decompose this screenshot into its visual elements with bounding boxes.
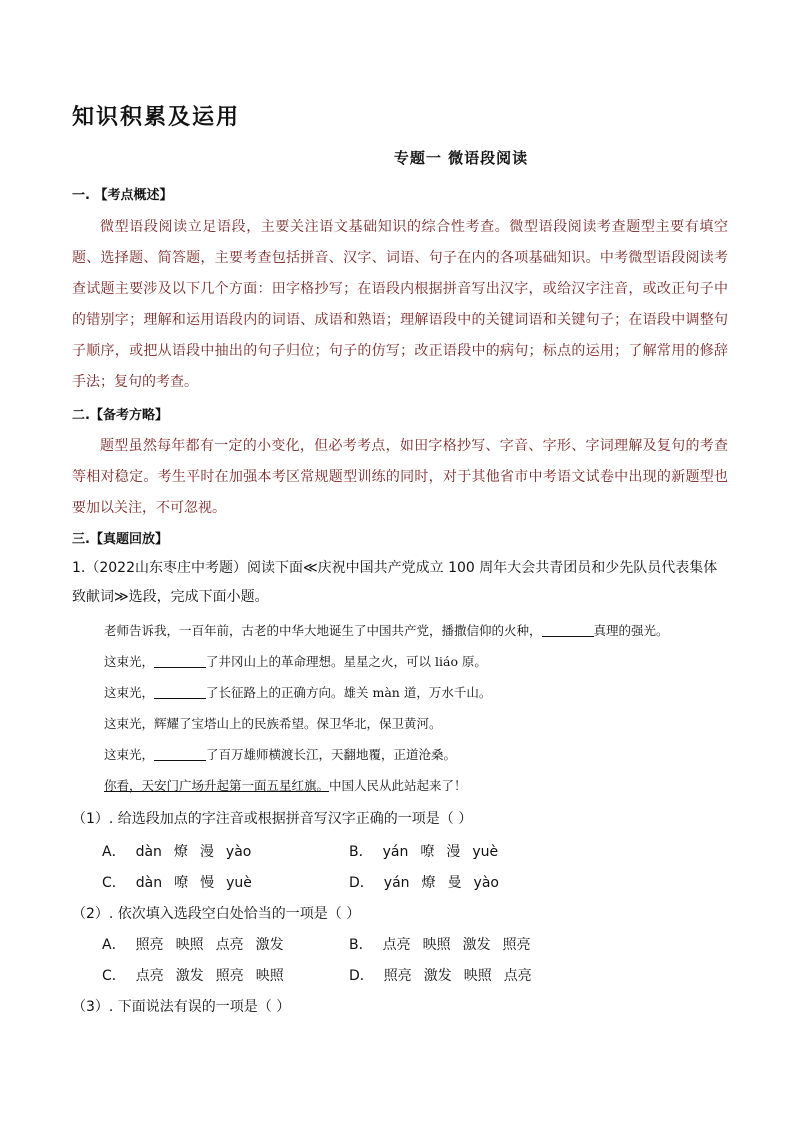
option-item: yào [473, 875, 499, 891]
fill-blank [154, 746, 206, 761]
passage-line-2 [104, 646, 734, 677]
option-label: A． [102, 844, 126, 860]
subquestion-2-stem: （2）. 依次填入选段空白处恰当的一项是（ ） [72, 906, 361, 922]
passage-text: 真理的强光。 [593, 623, 669, 638]
option-item: 曼 [447, 875, 462, 891]
option-item: 漫 [199, 844, 214, 860]
passage-line-1 [104, 615, 734, 646]
option-item: 漫 [446, 844, 461, 860]
option-1a [102, 841, 263, 861]
option-item: yuè [472, 844, 499, 860]
passage-text: 了井冈山上的革命理想。星星之火，可以 liáo 原。 [206, 654, 487, 669]
option-item: dàn [135, 875, 163, 891]
option-item: 映照 [463, 968, 492, 984]
option-item: 照亮 [135, 937, 164, 953]
section-heading-review: 三.【真题回放】 [72, 532, 168, 547]
option-item: yán [383, 875, 410, 891]
section-heading-overview: 一. 【考点概述】 [72, 188, 173, 203]
option-item: 激发 [175, 968, 204, 984]
option-item: 映照 [422, 937, 451, 953]
option-2a [102, 934, 296, 954]
passage-text: 老师告诉我，一百年前，古老的中华大地诞生了中国共产党，播撒信仰的火种， [104, 623, 542, 638]
option-item: 照亮 [215, 968, 244, 984]
passage-text: 中国人民从此站起来了！ [329, 778, 467, 793]
section-heading-strategy: 二.【备考方略】 [72, 408, 168, 423]
option-item: 点亮 [382, 937, 411, 953]
fill-blank [154, 684, 206, 699]
option-item: 点亮 [215, 937, 244, 953]
option-item: 燎 [421, 875, 436, 891]
option-label: D． [349, 968, 374, 984]
option-item: 嘹 [174, 875, 189, 891]
option-item: 激发 [255, 937, 284, 953]
fill-blank [154, 653, 206, 668]
passage-text: 这束光， [104, 685, 155, 700]
underlined-sentence: 你看，天安门广场升起第一面五星红旗。 [104, 778, 330, 793]
option-item: yào [225, 844, 252, 860]
option-label: B． [349, 844, 373, 860]
option-label: B． [349, 937, 373, 953]
option-item: 激发 [462, 937, 491, 953]
option-2d [349, 965, 544, 985]
question-1-stem: 1.（2022山东枣庄中考题）阅读下面≪庆祝中国共产党成立 100 周年大会共青团员和少先队员代表集体致献词≫选段，完成下面小题。 [72, 560, 718, 605]
option-item: dàn [135, 844, 162, 860]
option-label: C． [102, 968, 126, 984]
option-item: 慢 [200, 875, 215, 891]
section-body-overview: 微型语段阅读立足语段，主要关注语文基础知识的综合性考查。微型语段阅读考查题型主要有填空题、选择题、简答题，主要考查包括拼音、汉字、词语、句子在内的各项基础知识。中考微型语段阅读考查试题主要涉及以下几个方面：田字格抄写；在语段内根据拼音写出汉字，或给汉字注音，或改正句子中的错别字；理解和运用语段内的词语、成语和熟语；理解语段中的关键词语和关键句子；在语段中调整句子顺序，或把从语段中抽出的句子归位；句子的仿写；改正语段中的病句；标点的运用；了解常用的修辞手法；复句的考查。 [72, 219, 728, 390]
option-1c [102, 872, 264, 892]
option-label: C． [102, 875, 126, 891]
passage-line-4: 这束光，辉耀了宝塔山上的民族希望。保卫华北，保卫黄河。 [104, 716, 442, 731]
option-item: 激发 [423, 968, 452, 984]
option-1d [349, 872, 511, 892]
option-item: 映照 [175, 937, 204, 953]
option-item: 燎 [173, 844, 188, 860]
main-title: 知识积累及运用 [72, 104, 241, 130]
section-body-strategy: 题型虽然每年都有一定的小变化，但必考考点，如田字格抄写、字音、字形、字词理解及复句的考查等相对稳定。考生平时在加强本考区常规题型训练的同时，对于其他省市中考语文试卷中出现的新题型也要加以关注，不可忽视。 [72, 438, 728, 516]
option-1b [349, 841, 510, 861]
option-item: 嘹 [420, 844, 435, 860]
passage-text: 了百万雄师横渡长江，天翻地覆，正道沧桑。 [206, 747, 457, 762]
option-item: 映照 [255, 968, 284, 984]
subquestion-3-stem: （3）. 下面说法有误的一项是（ ） [72, 999, 291, 1015]
passage-line-3 [104, 677, 734, 708]
passage-text: 这束光， [104, 747, 155, 762]
option-2c [102, 965, 296, 985]
option-label: D． [349, 875, 374, 891]
option-item: 照亮 [383, 968, 412, 984]
option-item: 点亮 [503, 968, 532, 984]
passage-line-6 [104, 770, 734, 801]
option-label: A． [102, 937, 126, 953]
passage-text: 了长征路上的正确方向。雄关 màn 道，万水千山。 [206, 685, 492, 700]
topic-title: 专题一 微语段阅读 [393, 149, 529, 167]
option-item: yuè [226, 875, 252, 891]
option-item: yán [382, 844, 409, 860]
reading-passage [104, 615, 734, 801]
passage-text: 这束光， [104, 654, 155, 669]
subquestion-1-stem: （1）. 给选段加点的字注音或根据拼音写汉字正确的一项是（ ） [72, 811, 473, 827]
fill-blank [542, 622, 594, 637]
option-item: 点亮 [135, 968, 164, 984]
passage-line-5 [104, 739, 734, 770]
option-2b [349, 934, 543, 954]
option-item: 照亮 [502, 937, 531, 953]
